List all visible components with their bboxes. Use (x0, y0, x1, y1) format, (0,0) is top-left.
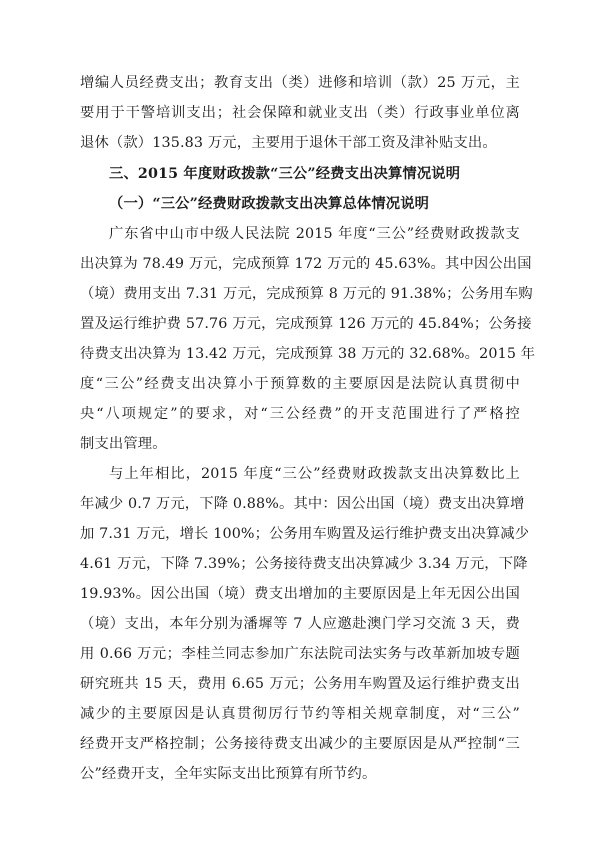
body-line: 与上年相比，2015 年度“三公”经费财政拨款支出决算数比上 (109, 466, 520, 482)
body-line: 研究班共 15 天，费用 6.65 万元；公务用车购置及运行维护费支出 (80, 676, 520, 692)
body-line: 出决算为 78.49 万元，完成预算 172 万元的 45.63%。其中因公出国 (80, 256, 532, 272)
body-line: （境）支出，本年分别为潘墀等 7 人应邀赴澳门学习交流 3 天，费 (80, 616, 520, 632)
body-line: 要用于干警培训支出；社会保障和就业支出（类）行政事业单位离 (80, 105, 520, 121)
body-line: （境）费用支出 7.31 万元，完成预算 8 万元的 91.38%；公务用车购 (80, 286, 533, 302)
body-line: 增编人员经费支出；教育支出（类）进修和培训（款）25 万元，主 (80, 75, 520, 91)
body-line: 央“八项规定”的要求，对“三公经费”的开支范围进行了严格控 (80, 406, 520, 422)
body-line: 置及运行维护费 57.76 万元，完成预算 126 万元的 45.84%；公务接 (80, 316, 532, 332)
body-line: 待费支出决算为 13.42 万元，完成预算 38 万元的 32.68%。2015 年 (80, 346, 536, 362)
body-line: 减少的主要原因是认真贯彻厉行节约等相关规章制度，对“三公” (80, 706, 520, 722)
body-line: 广东省中山市中级人民法院 2015 年度“三公”经费财政拨款支 (109, 226, 520, 242)
body-line: 经费开支严格控制；公务接待费支出减少的主要原因是从严控制“三 (80, 736, 520, 752)
body-line: 制支出管理。 (80, 436, 167, 452)
body-line: 加 7.31 万元，增长 100%；公务用车购置及运行维护费支出决算减少 (80, 526, 530, 542)
body-line: 19.93%。因公出国（境）费支出增加的主要原因是上年无因公出国 (80, 586, 520, 602)
body-line: 退休（款）135.83 万元，主要用于退休干部工资及津补贴支出。 (80, 135, 497, 151)
section-heading: 三、2015 年度财政拨款“三公”经费支出决算情况说明 (109, 166, 461, 182)
body-line: 4.61 万元，下降 7.39%；公务接待费支出决算减少 3.34 万元，下降 (80, 556, 528, 572)
body-line: 用 0.66 万元；李桂兰同志参加广东法院司法实务与改革新加坡专题 (80, 646, 520, 662)
body-line: 年减少 0.7 万元，下降 0.88%。其中：因公出国（境）费支出决算增 (80, 496, 525, 512)
subsection-heading: （一）“三公”经费财政拨款支出决算总体情况说明 (109, 196, 430, 212)
body-line: 度“三公”经费支出决算小于预算数的主要原因是法院认真贯彻中 (80, 376, 520, 392)
body-line: 公”经费开支，全年实际支出比预算有所节约。 (80, 766, 377, 782)
